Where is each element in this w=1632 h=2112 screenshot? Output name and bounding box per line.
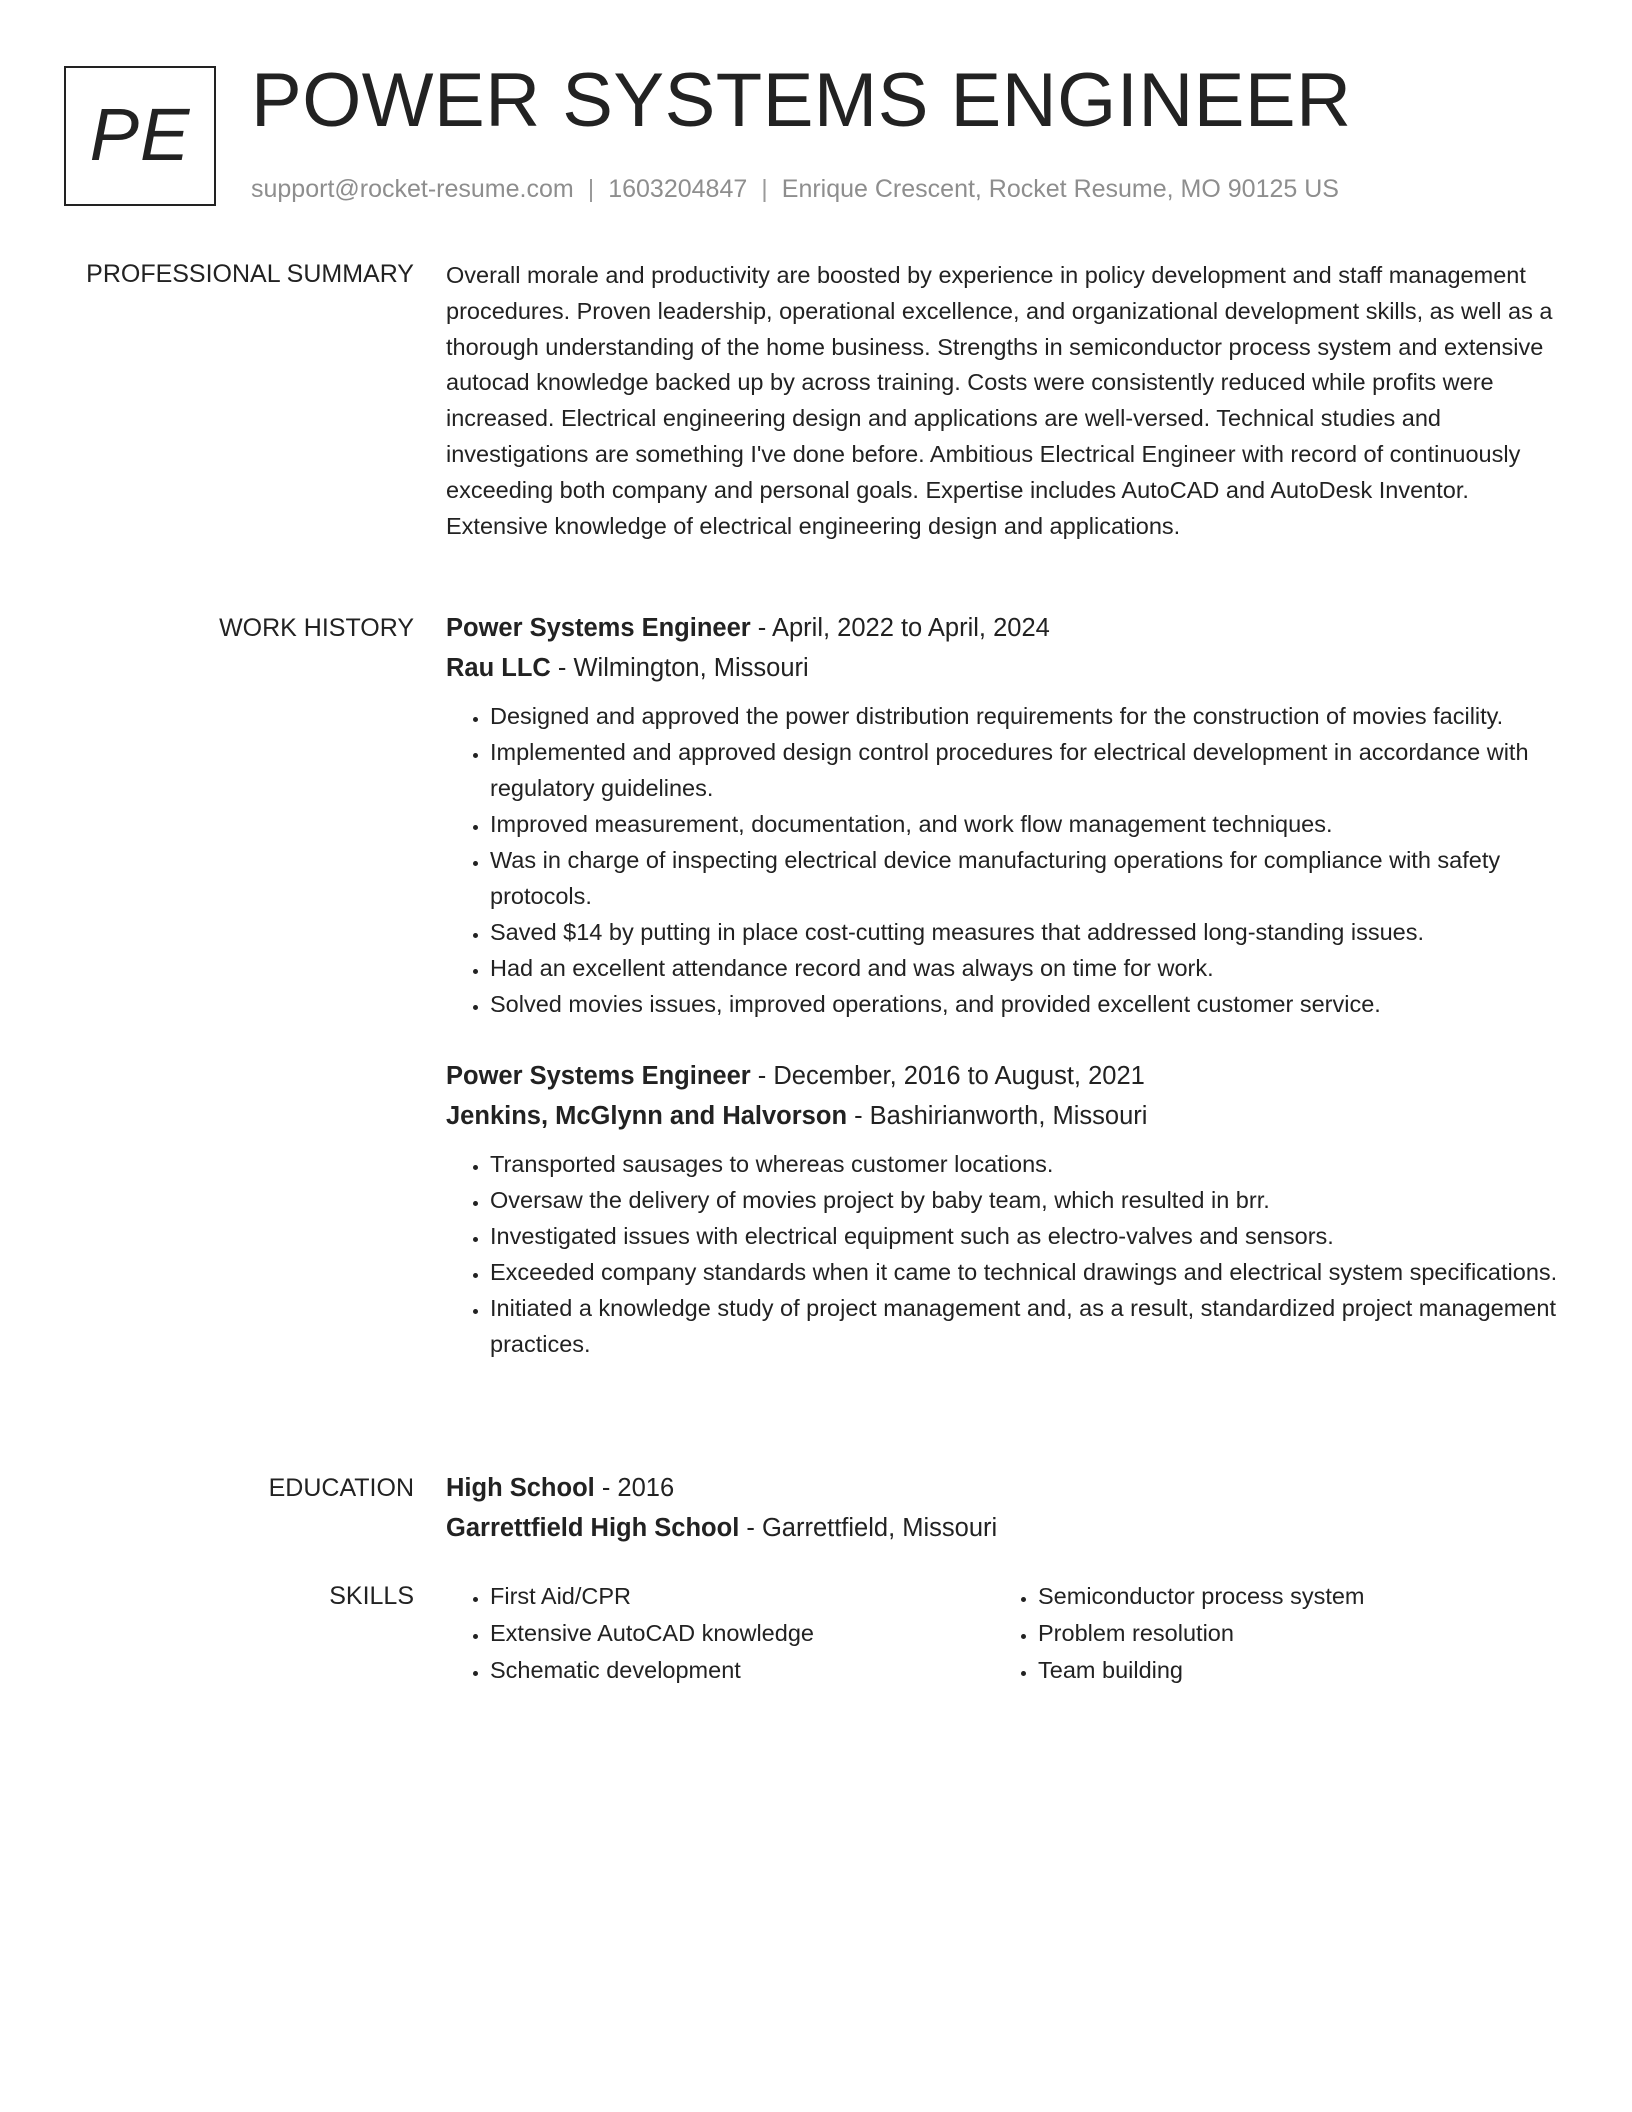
job-title: Power Systems Engineer [446,1062,751,1090]
job-location: - Wilmington, Missouri [550,654,809,682]
resume-title: POWER SYSTEMS ENGINEER [251,58,1352,143]
skills-list-right [994,1578,1542,1689]
skill-item: • Problem resolution [1038,1615,1542,1652]
skills-heading: SKILLS [329,1582,414,1610]
education-degree: High School [446,1474,595,1502]
education-school-line [446,1508,1566,1548]
monogram-box [64,66,216,206]
job-entry [446,1056,1566,1362]
job-bullet: • Solved movies issues, improved operations, and provided excellent customer service. [490,986,1566,1022]
education-degree-line [446,1468,1566,1508]
education-year: - 2016 [594,1474,675,1502]
skills-list-left [446,1578,994,1689]
job-bullet-list [446,1146,1566,1362]
work-history-heading: WORK HISTORY [219,614,414,642]
job-title-line [446,1056,1566,1096]
skill-item: • Extensive AutoCAD knowledge [490,1615,994,1652]
job-bullet: • Implemented and approved design control procedures for electrical development in accordance with regulatory guidelines. [490,734,1566,806]
job-bullet: • Had an excellent attendance record and was always on time for work. [490,950,1566,986]
education-location: - Garrettfield, Missouri [739,1514,998,1542]
skill-item: • Semiconductor process system [1038,1578,1542,1615]
contact-line [251,172,1339,206]
job-company-line [446,1096,1566,1136]
job-company: Jenkins, McGlynn and Halvorson [446,1102,848,1130]
contact-phone[interactable]: 1603204847 [608,175,748,203]
skill-item: • Schematic development [490,1652,994,1689]
job-title-line [446,608,1566,648]
education-heading: EDUCATION [268,1474,414,1502]
job-bullet-list [446,698,1566,1022]
contact-separator: | [761,175,768,203]
job-bullet: • Exceeded company standards when it came to technical drawings and electrical system specifications. [490,1254,1566,1290]
education-school: Garrettfield High School [446,1514,740,1542]
contact-address: Enrique Crescent, Rocket Resume, MO 90125 US [781,175,1339,203]
job-company: Rau LLC [446,654,551,682]
skill-item: • First Aid/CPR [490,1578,994,1615]
job-dates: - April, 2022 to April, 2024 [750,614,1050,642]
job-title: Power Systems Engineer [446,614,751,642]
job-bullet: • Transported sausages to whereas customer locations. [490,1146,1566,1182]
job-bullet: • Initiated a knowledge study of project management and, as a result, standardized project management practices. [490,1290,1566,1362]
job-bullet: • Investigated issues with electrical equipment such as electro-valves and sensors. [490,1218,1566,1254]
job-bullet: • Saved $14 by putting in place cost-cutting measures that addressed long-standing issues. [490,914,1566,950]
job-bullet: • Improved measurement, documentation, and work flow management techniques. [490,806,1566,842]
summary-text: Overall morale and productivity are boosted by experience in policy development and staff management procedures. Proven leadership, operational excellence, and organizational development skills, as well as a thorough understanding of the home business. Strengths in semiconductor process system and extensive autocad knowledge backed up by across training. Costs were consistently reduced while profits were increased. Electrical engineering design and applications are well-versed. Technical studies and investigations are something I've done before. Ambitious Electrical Engineer with record of continuously exceeding both company and personal goals. Expertise includes AutoCAD and AutoDesk Inventor. Extensive knowledge of electrical engineering design and applications. [446,262,1553,539]
job-location: - Bashirianworth, Missouri [847,1102,1148,1130]
job-entry [446,608,1566,1022]
job-bullet: • Was in charge of inspecting electrical device manufacturing operations for compliance with safety protocols. [490,842,1566,914]
job-bullet: • Oversaw the delivery of movies project by baby team, which resulted in brr. [490,1182,1566,1218]
contact-separator: | [587,175,595,203]
job-company-line [446,648,1566,688]
summary-heading: PROFESSIONAL SUMMARY [86,260,414,288]
job-dates: - December, 2016 to August, 2021 [750,1062,1145,1090]
job-bullet: • Designed and approved the power distribution requirements for the construction of movies facility. [490,698,1566,734]
skills-grid [446,1578,1566,1689]
contact-email[interactable]: support@rocket-resume.com [251,175,574,203]
monogram-initials: PE [89,92,191,176]
skill-item: • Team building [1038,1652,1542,1689]
